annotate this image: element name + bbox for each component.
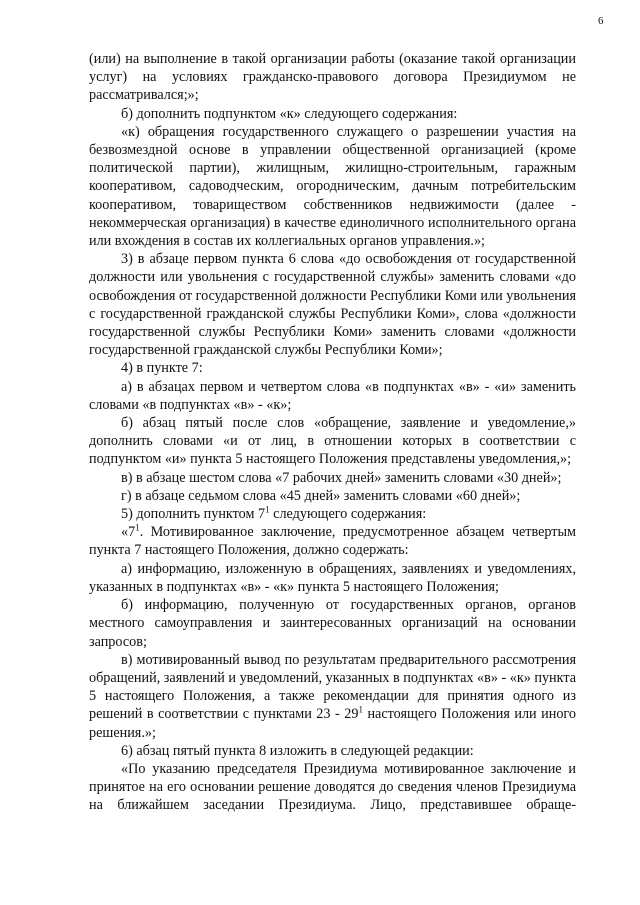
paragraph-item-5: [89, 505, 576, 523]
paragraph-text: . Мотивированное заключение, предусмотренное абзацем четвертым пункта 7 настоящего Положения, должно содержать:: [89, 524, 576, 559]
document-body: [89, 50, 576, 815]
paragraph-item-4a: а) в абзацах первом и четвертом слова «в подпунктах «в» - «и» заменить словами «в подпунктах «в» - «к»;: [89, 378, 576, 413]
paragraph-continuation: (или) на выполнение в такой организации работы (оказание такой организации услуг) на условиях гражданско-правового договора Президиумом не рассматривался;»;: [89, 51, 576, 104]
paragraph-item-6-text: «По указанию председателя Президиума мотивированное заключение и принятое на его основании решение доводятся до сведения членов Президиума на ближайшем заседании Президиума. Лицо, представившее обраще-: [89, 760, 576, 814]
paragraph-item-7-1: [89, 523, 576, 559]
superscript: 1: [265, 504, 270, 515]
paragraph-text: 5) дополнить пунктом 7: [121, 506, 266, 523]
paragraph-item-4b: б) абзац пятый после слов «обращение, заявление и уведомление,» дополнить словами «и от лиц, в отношении которых в соответствии с подпунктом «и» пункта 5 настоящего Положения представлены уведомления,»;: [89, 415, 576, 468]
paragraph-item-4: 4) в пункте 7:: [121, 360, 203, 377]
paragraph-text: настоящего Положения или иного решения.»;: [89, 706, 576, 741]
paragraph-7-1-a: а) информацию, изложенную в обращениях, заявлениях и уведомлениях, указанных в подпунктах «в» - «к» пункта 5 настоящего Положения;: [89, 560, 576, 595]
page-number: 6: [598, 15, 604, 27]
paragraph-item-6: 6) абзац пятый пункта 8 изложить в следующей редакции:: [121, 742, 474, 759]
paragraph-text: «7: [121, 524, 136, 541]
paragraph-7-1-b: б) информацию, полученную от государственных органов, органов местного самоуправления и заинтересованных организаций на основании запросов;: [89, 597, 576, 650]
paragraph-subitem-k: «к) обращения государственного служащего о разрешении участия на безвозмездной основе в управлении общественной организацией (кроме политической партии), жилищным, жилищно-строительным, гаражным кооперативом, садоводческим, огородническим, дачным потребительским кооперативом, товариществом собственников недвижимости (далее - некоммерческая организация) в качестве единоличного исполнительного органа или вхождения в состав их коллегиальных органов управления.»;: [89, 123, 576, 250]
paragraph-item-4v: в) в абзаце шестом слова «7 рабочих дней» заменить словами «30 дней»;: [121, 469, 562, 486]
paragraph-item-b: б) дополнить подпунктом «к» следующего содержания:: [121, 105, 458, 122]
paragraph-7-1-v: [89, 651, 576, 742]
paragraph-text: в) мотивированный вывод по результатам предварительного рассмотрения обращений, заявлений и уведомлений, указанных в подпунктах «в» - «к» пункта 5 настоящего Положения, а также рекомендации для принятия одного из решений в соответствии с пунктами 23 - 29: [89, 651, 577, 723]
paragraph-item-3: 3) в абзаце первом пункта 6 слова «до освобождения от государственной должности или увольнения с государственной службы» заменить словами «до освобождения от государственной должности Республики Коми или увольнения с государственной гражданской службы Республики Коми», слова «должности государственной службы Республики Коми» заменить словами «должности государственной гражданской службы Республики Коми»;: [89, 251, 576, 359]
superscript: 1: [135, 522, 140, 533]
superscript: 1: [358, 704, 363, 715]
paragraph-text: следующего содержания:: [269, 506, 427, 523]
paragraph-item-4g: г) в абзаце седьмом слова «45 дней» заменить словами «60 дней»;: [121, 487, 521, 504]
